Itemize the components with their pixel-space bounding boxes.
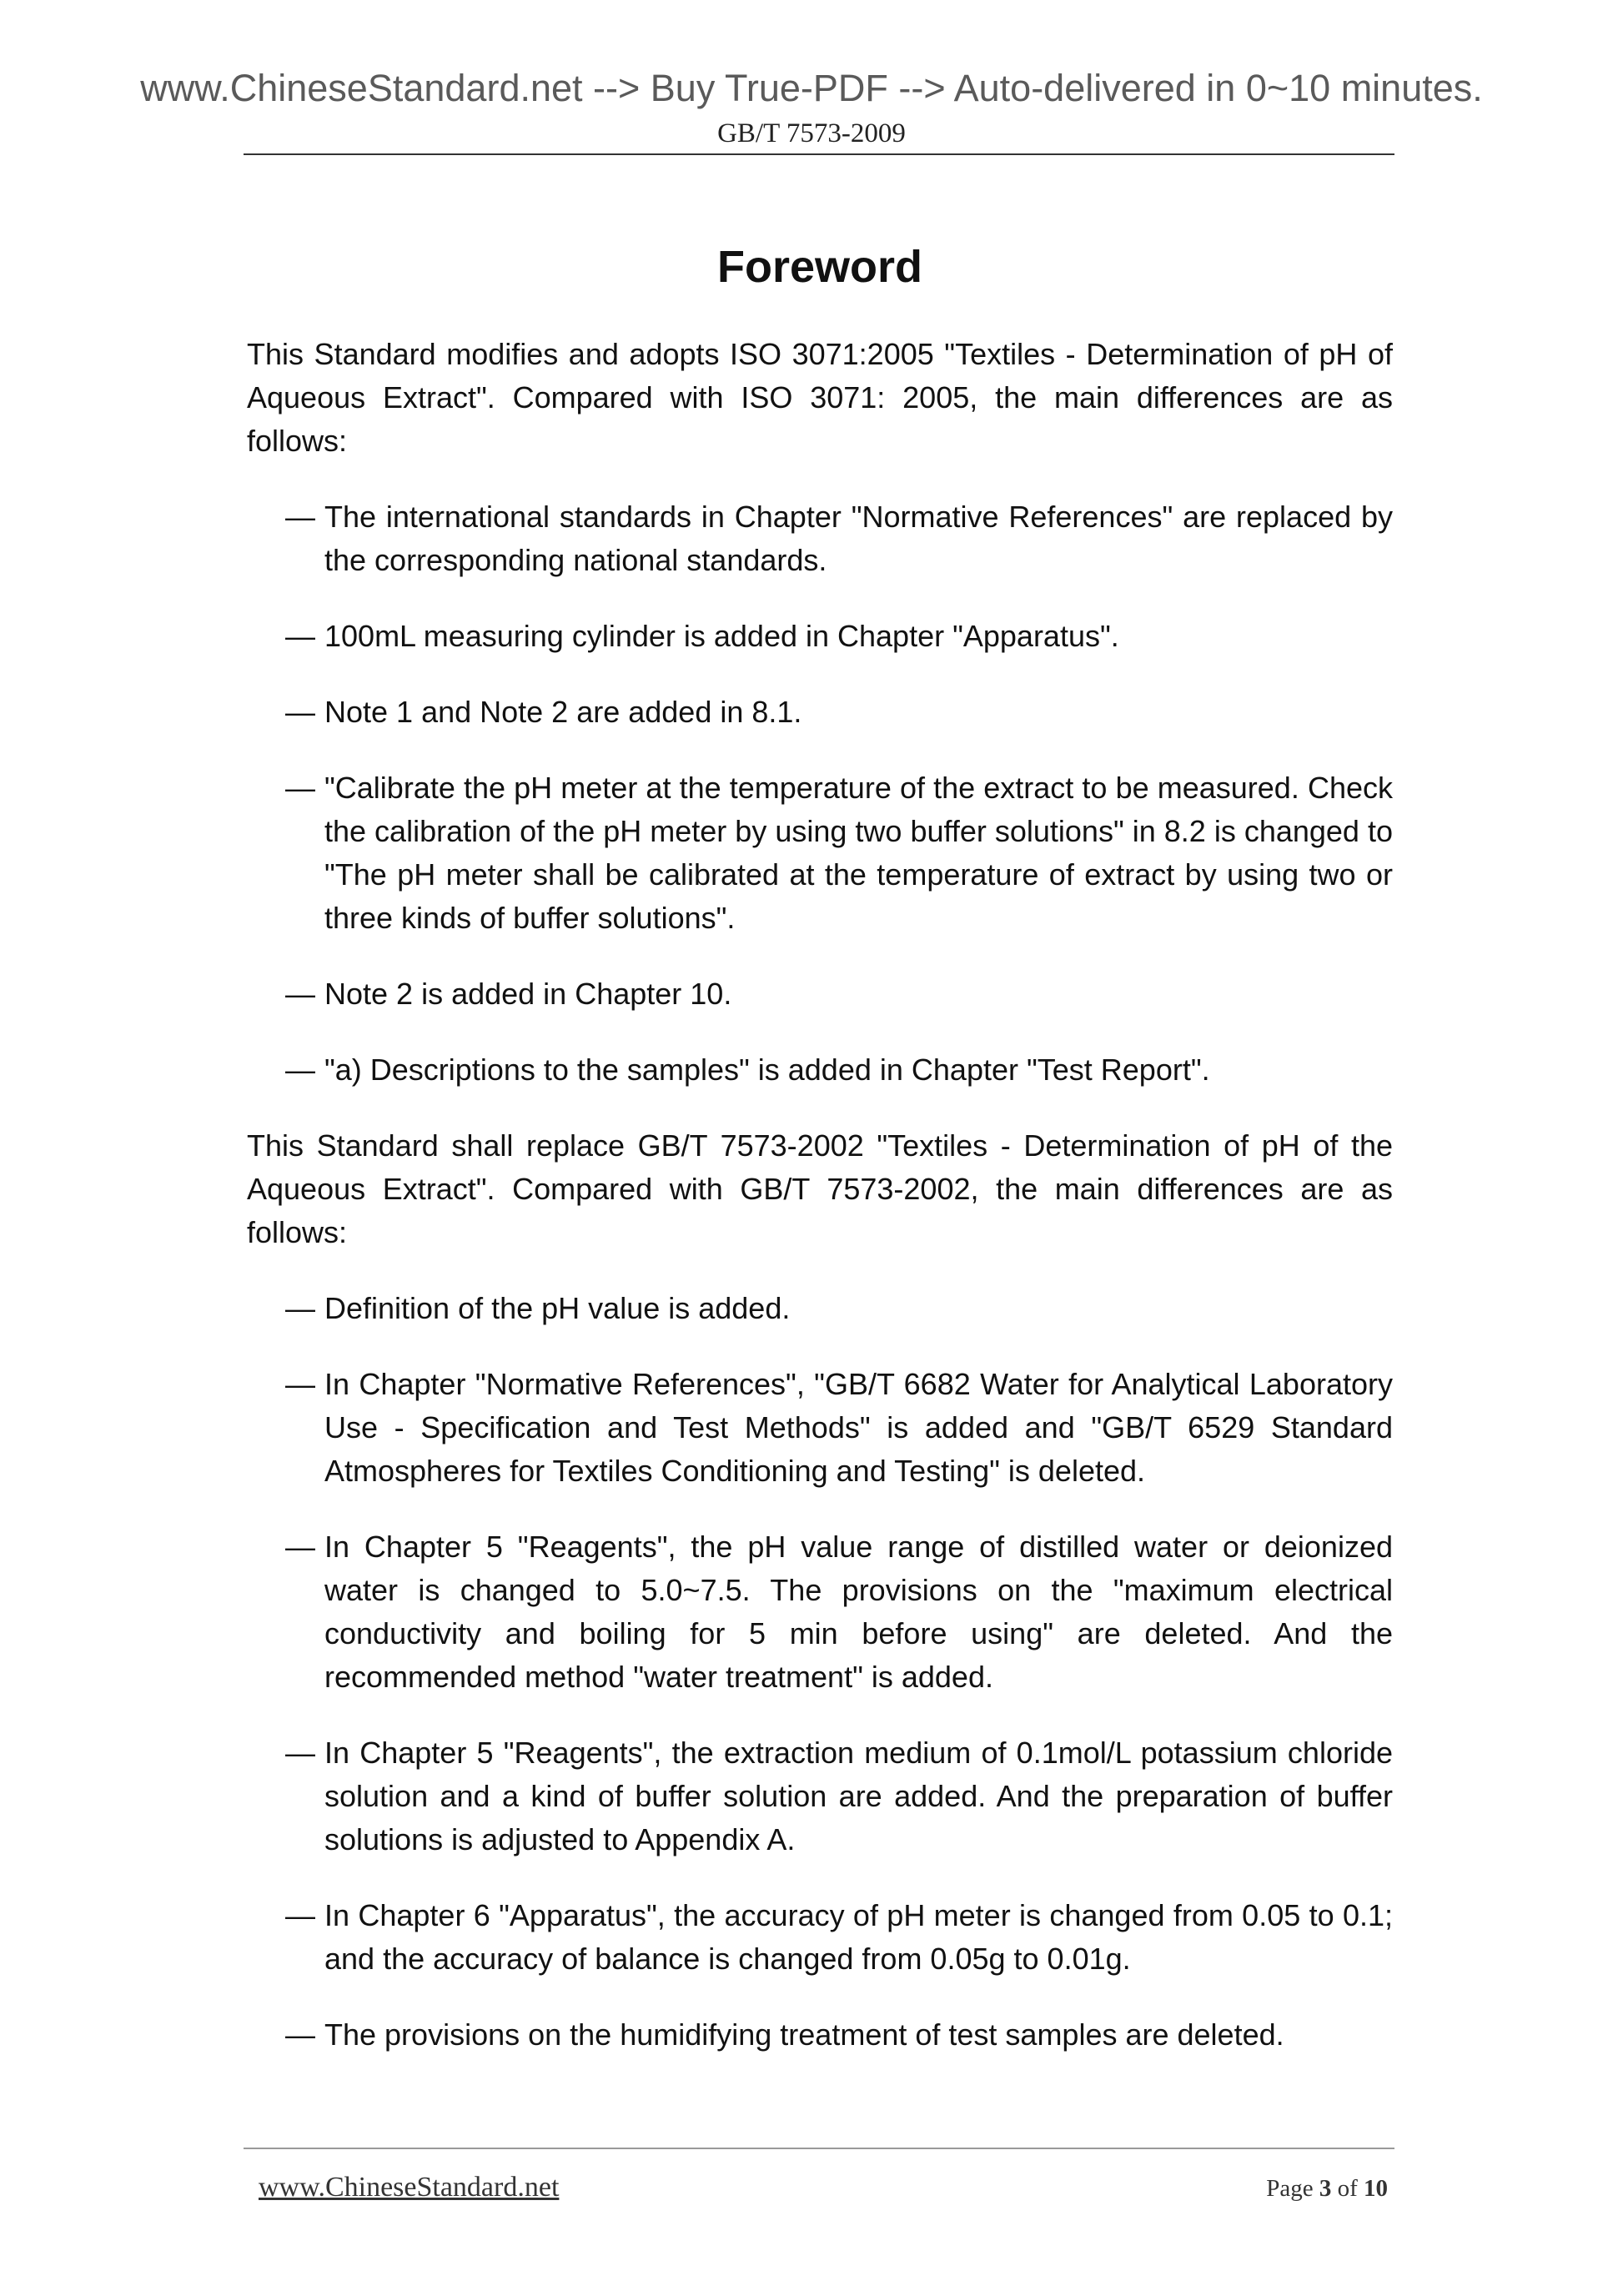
list-item (247, 1287, 1393, 1330)
list-item (247, 1048, 1393, 1092)
list-item-text: In Chapter 5 "Reagents", the pH value range of distilled water or deionized water is changed to 5.0~7.5. The provisions on the "maximum electrical conductivity and boiling for 5 min before using" are deleted. And the recommended method "water treatment" is added. (324, 1530, 1393, 1694)
list-item (247, 691, 1393, 734)
list-item (247, 1894, 1393, 1981)
standard-code-header: GB/T 7573-2009 (717, 118, 906, 148)
intro-paragraph: This Standard modifies and adopts ISO 3071:2005 "Textiles - Determination of pH of Aqueous Extract". Compared with ISO 3071: 2005, the main differences are as follows: (247, 337, 1393, 458)
list-item (247, 2013, 1393, 2057)
list-item-text: In Chapter 6 "Apparatus", the accuracy of pH meter is changed from 0.05 to 0.1; and the accuracy of balance is changed from 0.05g to 0.01g. (324, 1898, 1393, 1976)
list-item-text: "Calibrate the pH meter at the temperature of the extract to be measured. Check the calibration of the pH meter by using two buffer solutions" in 8.2 is changed to "The pH meter shall be calibrated at the temperature of extract by using two or three kinds of buffer solutions". (324, 771, 1393, 935)
list-item-text: Note 2 is added in Chapter 10. (324, 977, 732, 1011)
em-dash-marker: — (285, 1736, 315, 1770)
em-dash-marker: — (285, 619, 315, 653)
em-dash-marker: — (285, 2017, 315, 2052)
em-dash-marker: — (285, 1053, 315, 1087)
gb-differences-list (247, 1287, 1393, 2057)
list-item (247, 1525, 1393, 1699)
em-dash-marker: — (285, 1530, 315, 1564)
iso-differences-list (247, 495, 1393, 1092)
em-dash-marker: — (285, 771, 315, 805)
list-item (247, 1731, 1393, 1861)
page-prefix: Page (1266, 2175, 1314, 2202)
list-item (247, 615, 1393, 658)
list-item-text: The provisions on the humidifying treatment of test samples are deleted. (324, 2017, 1284, 2052)
page-of: of (1337, 2175, 1358, 2202)
page-number (1266, 2173, 1388, 2203)
footer-site-link[interactable]: www.ChineseStandard.net (259, 2172, 560, 2203)
em-dash-marker: — (285, 1367, 315, 1401)
em-dash-marker: — (285, 500, 315, 534)
replace-paragraph: This Standard shall replace GB/T 7573-2002 "Textiles - Determination of pH of the Aqueous Extract". Compared with GB/T 7573-2002, the main differences are as follows: (247, 1128, 1393, 1249)
page-current: 3 (1319, 2175, 1332, 2202)
list-item-text: The international standards in Chapter "Normative References" are replaced by the corresponding national standards. (324, 500, 1393, 577)
list-item (247, 972, 1393, 1016)
list-item-text: In Chapter 5 "Reagents", the extraction medium of 0.1mol/L potassium chloride solution and a kind of buffer solution are added. And the preparation of buffer solutions is adjusted to Appendix A. (324, 1736, 1393, 1856)
purchase-banner: www.ChineseStandard.net --> Buy True-PDF --> Auto-delivered in 0~10 minutes. (140, 67, 1483, 109)
em-dash-marker: — (285, 695, 315, 729)
em-dash-marker: — (285, 977, 315, 1011)
page-total: 10 (1364, 2175, 1388, 2202)
em-dash-marker: — (285, 1898, 315, 1932)
em-dash-marker: — (285, 1291, 315, 1325)
list-item-text: Definition of the pH value is added. (324, 1291, 791, 1325)
list-item-text: "a) Descriptions to the samples" is added in Chapter "Test Report". (324, 1053, 1210, 1087)
list-item (247, 1363, 1393, 1493)
list-item-text: 100mL measuring cylinder is added in Chapter "Apparatus". (324, 619, 1119, 653)
list-item (247, 766, 1393, 940)
document-body (247, 238, 1393, 2089)
list-item-text: In Chapter "Normative References", "GB/T 6682 Water for Analytical Laboratory Use - Specification and Test Methods" is added and "GB/T 6529 Standard Atmospheres for Textiles Conditioning and Testing" is deleted. (324, 1367, 1393, 1488)
list-item-text: Note 1 and Note 2 are added in 8.1. (324, 695, 802, 729)
list-item (247, 495, 1393, 582)
header-divider (244, 153, 1394, 155)
page-title: Foreword (716, 242, 922, 292)
footer-divider (244, 2148, 1394, 2149)
